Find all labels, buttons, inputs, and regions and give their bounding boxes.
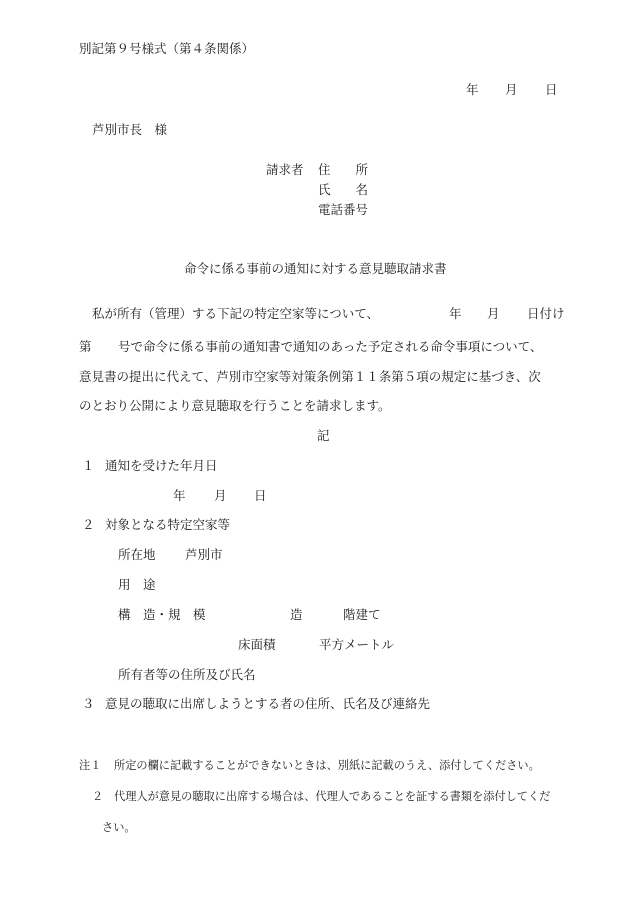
requester-address-label: 住 所 <box>318 162 369 177</box>
requester-phone-label: 電話番号 <box>318 202 369 217</box>
section-1-month: 月 <box>214 488 227 503</box>
floor-area-label: 床面積 <box>238 637 276 652</box>
section-1-number: １ <box>82 458 95 473</box>
note-1-text: 所定の欄に記載することができないときは、別紙に記載のうえ、添付してください。 <box>114 759 540 772</box>
section-1-day: 日 <box>254 488 267 503</box>
section-3-number: ３ <box>82 696 95 711</box>
date-year-label: 年 <box>466 82 479 97</box>
body-line-1-day: 日付け <box>527 306 565 321</box>
body-line-1: 私が所有（管理）する下記の特定空家等について、 <box>92 306 380 321</box>
body-line-2-prefix: 第 <box>79 339 92 354</box>
section-1-year: 年 <box>173 488 186 503</box>
note-2-label: ２ <box>92 790 104 803</box>
structure-unit: 造 <box>290 607 303 622</box>
body-line-2: 号で命令に係る事前の通知書で通知のあった予定される命令事項について、 <box>118 339 543 354</box>
section-1-label: 通知を受けた年月日 <box>105 458 218 473</box>
ki-heading: 記 <box>317 428 330 443</box>
section-3-label: 意見の聴取に出席しようとする者の住所、氏名及び連絡先 <box>105 696 431 711</box>
body-line-3: 意見書の提出に代えて、芦別市空家等対策条例第１１条第５項の規定に基づき、次 <box>79 369 541 384</box>
owner-label: 所有者等の住所及び氏名 <box>118 667 256 682</box>
addressee: 芦別市長 様 <box>92 122 168 137</box>
note-2-continuation: さい。 <box>102 821 136 834</box>
form-label: 別記第９号様式（第４条関係） <box>79 41 255 56</box>
section-2-number: ２ <box>82 517 95 532</box>
date-day-label: 日 <box>545 82 558 97</box>
note-2-text: 代理人が意見の聴取に出席する場合は、代理人であることを証する書類を添付してくだ <box>114 790 551 803</box>
floors-unit: 階建て <box>343 607 381 622</box>
note-1-label: 注１ <box>79 759 102 772</box>
structure-label: 構 造・規 模 <box>118 607 206 622</box>
page-title: 命令に係る事前の通知に対する意見聴取請求書 <box>184 261 447 276</box>
section-2-label: 対象となる特定空家等 <box>105 517 231 532</box>
location-value: 芦別市 <box>185 547 223 562</box>
body-line-1-month: 月 <box>487 306 500 321</box>
requester-name-label: 氏 名 <box>318 182 369 197</box>
body-line-1-year: 年 <box>449 306 462 321</box>
location-label: 所在地 <box>118 547 156 562</box>
floor-area-unit: 平方メートル <box>319 637 395 652</box>
date-month-label: 月 <box>505 82 518 97</box>
use-label: 用 途 <box>118 577 156 592</box>
requester-label: 請求者 <box>266 162 304 177</box>
body-line-4: のとおり公開により意見聴取を行うことを請求します。 <box>79 398 391 413</box>
